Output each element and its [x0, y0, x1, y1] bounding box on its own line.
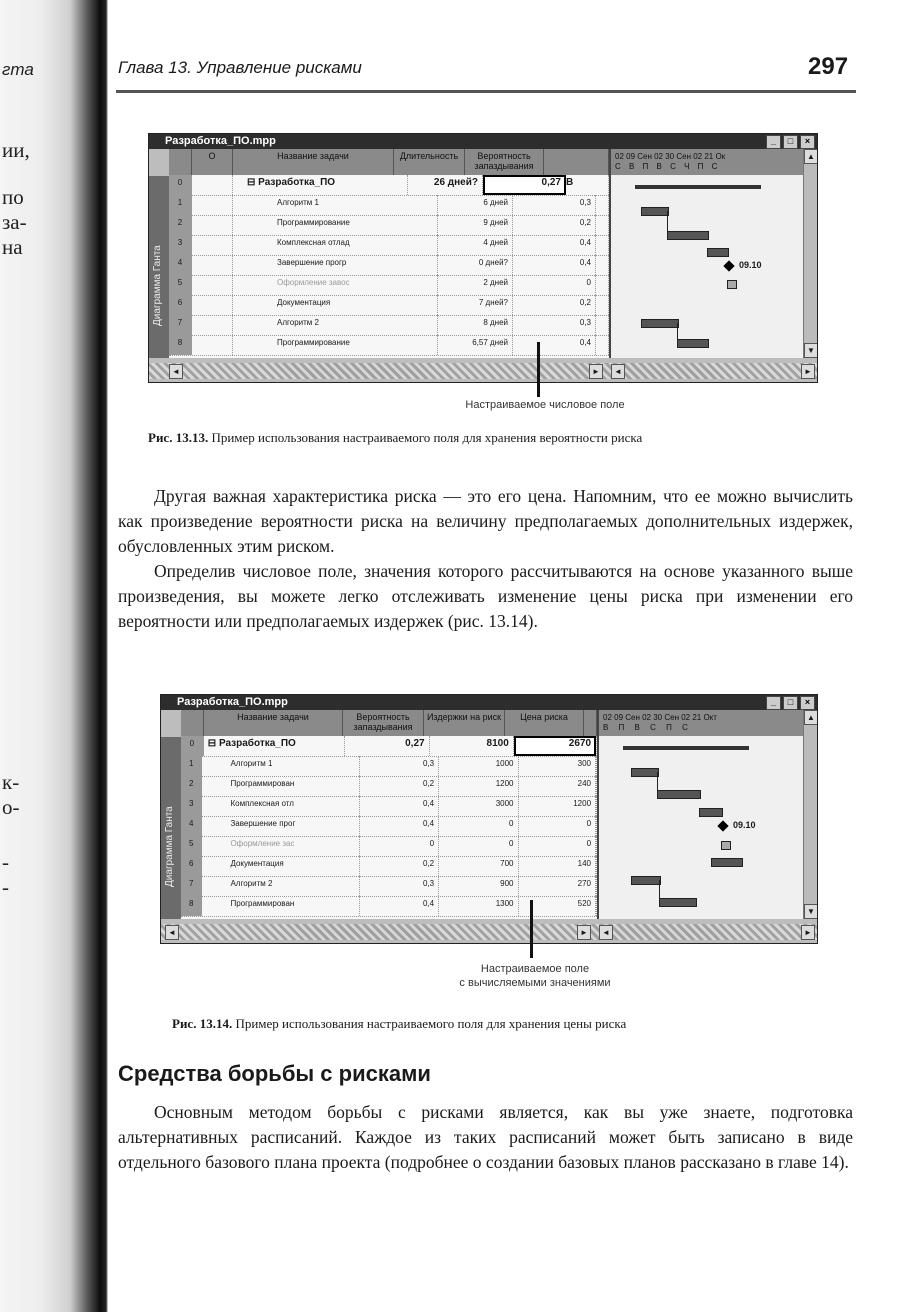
gantt-chart-area: [609, 149, 804, 358]
callout-line: с вычисляемыми значениями: [459, 977, 611, 989]
risk-cost-cell[interactable]: 1300: [439, 896, 518, 916]
caption-number: Рис. 13.14.: [172, 1016, 233, 1031]
view-bar-tab[interactable]: [149, 176, 169, 358]
left-page-text: за-: [2, 210, 27, 234]
section-heading: Средства борьбы с рисками: [118, 1061, 431, 1086]
callout-arrow: [537, 342, 540, 397]
figure-caption: [172, 1016, 626, 1032]
dependency-link: [657, 772, 658, 791]
task-bar[interactable]: [641, 319, 679, 328]
close-button[interactable]: ×: [800, 696, 815, 710]
gantt-chart-area: [597, 710, 804, 919]
risk-price-cell[interactable]: 2670: [514, 736, 596, 756]
minimize-button[interactable]: _: [766, 696, 781, 710]
extra-cell[interactable]: [596, 275, 609, 295]
caption-text: Пример использования настраиваемого поля для хранения цены риска: [235, 1016, 627, 1031]
probability-cell[interactable]: 0: [360, 836, 439, 856]
task-name-cell[interactable]: Алгоритм 2: [202, 876, 359, 896]
callout-line: Настраиваемое поле: [480, 963, 590, 975]
column-header-risk-price[interactable]: Цена риска: [505, 710, 584, 736]
extra-cell[interactable]: В: [566, 175, 609, 195]
row-number[interactable]: 4: [181, 816, 202, 836]
probability-cell[interactable]: 0,4: [360, 896, 439, 916]
risk-price-cell[interactable]: 0: [519, 816, 597, 836]
duration-cell[interactable]: 26 дней?: [408, 175, 483, 195]
task-bar[interactable]: [727, 280, 737, 289]
task-name-cell[interactable]: Программирован: [202, 776, 359, 796]
row-number[interactable]: 3: [181, 796, 202, 816]
column-header-duration[interactable]: Длительность: [394, 149, 465, 175]
indicator-cell[interactable]: [192, 195, 233, 215]
header-rule: [116, 90, 856, 93]
scroll-right-button[interactable]: ►: [589, 364, 603, 379]
view-bar-label: Диаграмма Ганта: [164, 806, 175, 887]
probability-cell[interactable]: 0,4: [513, 255, 596, 275]
scroll-right-button[interactable]: ►: [801, 364, 815, 379]
row-number[interactable]: 8: [169, 335, 192, 355]
horizontal-scrollbar[interactable]: [161, 924, 817, 940]
left-page-text: к-: [2, 770, 20, 794]
probability-cell[interactable]: 0,27: [483, 175, 566, 195]
risk-cost-cell[interactable]: 3000: [439, 796, 518, 816]
dependency-link: [667, 211, 668, 232]
task-bar[interactable]: [631, 768, 659, 777]
extra-cell[interactable]: [596, 195, 609, 215]
maximize-button[interactable]: □: [783, 135, 798, 149]
risk-cost-cell[interactable]: 700: [439, 856, 518, 876]
table-row[interactable]: [169, 315, 609, 336]
left-page-text: гта: [2, 60, 34, 79]
window-title-bar: [161, 695, 817, 710]
task-name-cell[interactable]: ⊟ Разработка_ПО: [204, 736, 346, 756]
callout-arrow: [530, 900, 533, 958]
left-page-text: ии,: [2, 138, 30, 162]
task-name-cell[interactable]: Документация: [233, 295, 438, 315]
table-row[interactable]: [169, 275, 609, 296]
milestone-label: 09.10: [739, 260, 762, 270]
task-bar[interactable]: [631, 876, 661, 885]
duration-cell[interactable]: 8 дней: [438, 315, 513, 335]
indicator-cell[interactable]: [192, 315, 233, 335]
timescale: [611, 149, 804, 175]
table-row[interactable]: [169, 235, 609, 256]
column-header[interactable]: [169, 149, 192, 175]
left-page-text: -: [2, 875, 9, 899]
scroll-left-button[interactable]: ◄: [169, 364, 183, 379]
table-row[interactable]: [181, 816, 597, 837]
probability-cell[interactable]: 0,2: [360, 856, 439, 876]
left-page-text: -: [2, 850, 9, 874]
table-row[interactable]: [181, 736, 597, 757]
duration-cell[interactable]: 0 дней?: [438, 255, 513, 275]
window-title-bar: [149, 134, 817, 149]
row-number[interactable]: 2: [181, 776, 202, 796]
risk-cost-cell[interactable]: 1000: [439, 756, 518, 776]
extra-cell[interactable]: [596, 255, 609, 275]
scroll-left-button[interactable]: ◄: [599, 925, 613, 940]
task-name-cell[interactable]: Алгоритм 1: [233, 195, 438, 215]
risk-price-cell[interactable]: 270: [519, 876, 597, 896]
left-page-text: по: [2, 185, 24, 209]
task-bar[interactable]: [677, 339, 709, 348]
row-number[interactable]: 7: [169, 315, 192, 335]
extra-cell[interactable]: [596, 295, 609, 315]
risk-cost-cell[interactable]: 1200: [439, 776, 518, 796]
task-bar[interactable]: [707, 248, 729, 257]
maximize-button[interactable]: □: [783, 696, 798, 710]
row-number[interactable]: 5: [181, 836, 202, 856]
probability-cell[interactable]: 0,4: [513, 335, 596, 355]
figure-13-13-screenshot: [148, 133, 818, 383]
probability-cell[interactable]: 0,2: [360, 776, 439, 796]
timescale: [599, 710, 804, 736]
body-paragraph: Определив числовое поле, значения которого рассчитываются на основе указанного выше произведения, вы можете легко отслеживать изменение цены риска при изменении его вероятности или предполагаемых издержек (рис. 13.14).: [118, 561, 853, 631]
task-table: [169, 149, 609, 358]
timescale-top-tier: 02 09 Сен 02 30 Сен 02 21 Окт: [603, 713, 717, 722]
milestone-marker[interactable]: [723, 260, 734, 271]
summary-bar[interactable]: [635, 185, 761, 189]
probability-cell[interactable]: 0,27: [345, 736, 429, 756]
risk-price-cell[interactable]: 300: [519, 756, 597, 776]
probability-cell[interactable]: 0,4: [360, 816, 439, 836]
row-number[interactable]: 0: [181, 736, 204, 756]
task-name-cell[interactable]: Завершение прог: [202, 816, 359, 836]
task-name-cell[interactable]: Алгоритм 1: [202, 756, 359, 776]
indicator-cell[interactable]: [192, 255, 233, 275]
scroll-down-button[interactable]: ▼: [804, 343, 818, 358]
summary-bar[interactable]: [623, 746, 749, 750]
figure-caption: [148, 430, 642, 446]
table-header: [181, 710, 597, 736]
window-title: Разработка_ПО.mpp: [165, 135, 276, 147]
column-header-risk-probability[interactable]: Вероятность запаздывания: [343, 710, 424, 736]
risk-price-cell[interactable]: 140: [519, 856, 597, 876]
risk-price-cell[interactable]: 0: [519, 836, 597, 856]
figure-callout: [420, 962, 650, 990]
timescale-top-tier: 02 09 Сен 02 30 Сен 02 21 Ок: [615, 152, 726, 161]
vertical-scrollbar[interactable]: [803, 710, 817, 919]
indicator-cell[interactable]: [192, 215, 233, 235]
column-header-task-name[interactable]: Название задачи: [204, 710, 343, 736]
figure-13-14-screenshot: [160, 694, 818, 944]
probability-cell[interactable]: 0,3: [360, 756, 439, 776]
row-number[interactable]: 2: [169, 215, 192, 235]
risk-cost-cell[interactable]: 900: [439, 876, 518, 896]
table-row[interactable]: [181, 756, 597, 777]
task-bar[interactable]: [659, 898, 697, 907]
row-number[interactable]: 1: [181, 756, 202, 776]
scroll-left-button[interactable]: ◄: [165, 925, 179, 940]
risk-cost-cell[interactable]: 8100: [430, 736, 514, 756]
duration-cell[interactable]: 9 дней: [438, 215, 513, 235]
row-number[interactable]: 0: [169, 175, 192, 195]
probability-cell[interactable]: 0,2: [513, 215, 596, 235]
probability-cell[interactable]: 0: [513, 275, 596, 295]
dependency-link: [677, 323, 678, 340]
probability-cell[interactable]: 0,4: [513, 235, 596, 255]
scroll-up-button[interactable]: ▲: [804, 149, 818, 164]
task-table: [181, 710, 597, 919]
extra-cell[interactable]: [596, 235, 609, 255]
body-paragraph: Основным методом борьбы с рисками является, как вы уже знаете, подготовка альтернативных расписаний. Каждое из таких расписаний может быть записано в виде отдельного базового плана проекта (подробнее о создании базовых планов рассказано в главе 14).: [118, 1102, 853, 1172]
timescale-bottom-tier: С В П В С Ч П С: [615, 162, 721, 171]
table-row[interactable]: [169, 175, 609, 196]
milestone-label: 09.10: [733, 820, 756, 830]
adjacent-page-fragment: [0, 0, 70, 1312]
caption-text: Пример использования настраиваемого поля для хранения вероятности риска: [211, 430, 643, 445]
timescale-bottom-tier: В П В С П С: [603, 723, 692, 732]
probability-cell[interactable]: 0,4: [360, 796, 439, 816]
extra-cell[interactable]: [596, 335, 609, 355]
extra-cell[interactable]: [596, 315, 609, 335]
task-bar[interactable]: [657, 790, 701, 799]
probability-cell[interactable]: 0,3: [360, 876, 439, 896]
row-number[interactable]: 1: [169, 195, 192, 215]
scroll-left-button[interactable]: ◄: [611, 364, 625, 379]
task-bar[interactable]: [699, 808, 723, 817]
running-header-title: Глава 13. Управление рисками: [118, 58, 362, 77]
probability-cell[interactable]: 0,3: [513, 195, 596, 215]
table-row[interactable]: [181, 876, 597, 897]
risk-price-cell[interactable]: 1200: [519, 796, 597, 816]
risk-price-cell[interactable]: 240: [519, 776, 597, 796]
task-bar[interactable]: [711, 858, 743, 867]
risk-cost-cell[interactable]: 0: [439, 816, 518, 836]
scroll-right-button[interactable]: ►: [577, 925, 591, 940]
table-row[interactable]: [169, 255, 609, 276]
table-row[interactable]: [181, 836, 597, 857]
vertical-scrollbar[interactable]: [803, 149, 817, 358]
duration-cell[interactable]: 6 дней: [438, 195, 513, 215]
table-row[interactable]: [169, 215, 609, 236]
row-number[interactable]: 5: [169, 275, 192, 295]
table-row[interactable]: [169, 195, 609, 216]
scroll-up-button[interactable]: ▲: [804, 710, 818, 725]
figure-callout: Настраиваемое числовое поле: [465, 399, 625, 411]
indicator-cell[interactable]: [192, 235, 233, 255]
caption-number: Рис. 13.13.: [148, 430, 209, 445]
view-bar-label: Диаграмма Ганта: [152, 245, 163, 326]
duration-cell[interactable]: 6,57 дней: [438, 335, 513, 355]
table-row[interactable]: [181, 776, 597, 797]
row-number[interactable]: 6: [181, 856, 202, 876]
task-name-cell[interactable]: Комплексная отл: [202, 796, 359, 816]
page-number: 297: [808, 53, 849, 80]
body-paragraph: Другая важная характеристика риска — это его цена. Напомним, что ее можно вычислить как произведение вероятности риска на величину предполагаемых дополнительных издержек, обусловленных этим риском.: [118, 486, 853, 556]
task-name-cell[interactable]: Алгоритм 2: [233, 315, 438, 335]
task-name-cell[interactable]: Завершение прогр: [233, 255, 438, 275]
task-bar[interactable]: [721, 841, 731, 850]
left-page-text: о-: [2, 795, 20, 819]
minimize-button[interactable]: _: [766, 135, 781, 149]
view-bar-tab[interactable]: [161, 737, 181, 919]
probability-cell[interactable]: 0,2: [513, 295, 596, 315]
table-row[interactable]: [181, 856, 597, 877]
window-title: Разработка_ПО.mpp: [177, 696, 288, 708]
row-number[interactable]: 3: [169, 235, 192, 255]
row-number[interactable]: 4: [169, 255, 192, 275]
task-name-cell[interactable]: Программирование: [233, 215, 438, 235]
dependency-link: [659, 880, 660, 899]
risk-price-cell[interactable]: 520: [519, 896, 597, 916]
row-number[interactable]: 7: [181, 876, 202, 896]
table-row[interactable]: [181, 896, 597, 917]
table-header: [169, 149, 609, 175]
task-name-cell[interactable]: ⊟ Разработка_ПО: [233, 175, 408, 195]
row-number[interactable]: 6: [169, 295, 192, 315]
close-button[interactable]: ×: [800, 135, 815, 149]
duration-cell[interactable]: 2 дней: [438, 275, 513, 295]
duration-cell[interactable]: 4 дней: [438, 235, 513, 255]
duration-cell[interactable]: 7 дней?: [438, 295, 513, 315]
table-row[interactable]: [169, 335, 609, 356]
column-header-indicators[interactable]: О: [192, 149, 233, 175]
indicator-cell[interactable]: [192, 175, 233, 195]
column-header-risk-cost[interactable]: Издержки на риск: [424, 710, 505, 736]
row-number[interactable]: 8: [181, 896, 202, 916]
milestone-marker[interactable]: [717, 820, 728, 831]
extra-cell[interactable]: [596, 215, 609, 235]
column-header[interactable]: [181, 710, 204, 736]
task-bar[interactable]: [667, 231, 709, 240]
table-row[interactable]: [181, 796, 597, 817]
column-header-risk-probability[interactable]: Вероятность запаздывания: [465, 149, 544, 175]
table-row[interactable]: [169, 295, 609, 316]
task-name-cell[interactable]: Программирование: [233, 335, 438, 355]
scroll-right-button[interactable]: ►: [801, 925, 815, 940]
indicator-cell[interactable]: [192, 295, 233, 315]
left-page-text: на: [2, 235, 23, 259]
column-header-task-name[interactable]: Название задачи: [233, 149, 394, 175]
risk-cost-cell[interactable]: 0: [439, 836, 518, 856]
task-name-cell[interactable]: Комплексная отлад: [233, 235, 438, 255]
task-name-cell[interactable]: Оформление завос: [233, 275, 438, 295]
indicator-cell[interactable]: [192, 275, 233, 295]
indicator-cell[interactable]: [192, 335, 233, 355]
task-name-cell[interactable]: Документация: [202, 856, 359, 876]
probability-cell[interactable]: 0,3: [513, 315, 596, 335]
task-name-cell[interactable]: Программирован: [202, 896, 359, 916]
task-name-cell[interactable]: Оформление зас: [202, 836, 359, 856]
scroll-down-button[interactable]: ▼: [804, 904, 818, 919]
task-bar[interactable]: [641, 207, 669, 216]
horizontal-scrollbar[interactable]: [149, 363, 817, 379]
